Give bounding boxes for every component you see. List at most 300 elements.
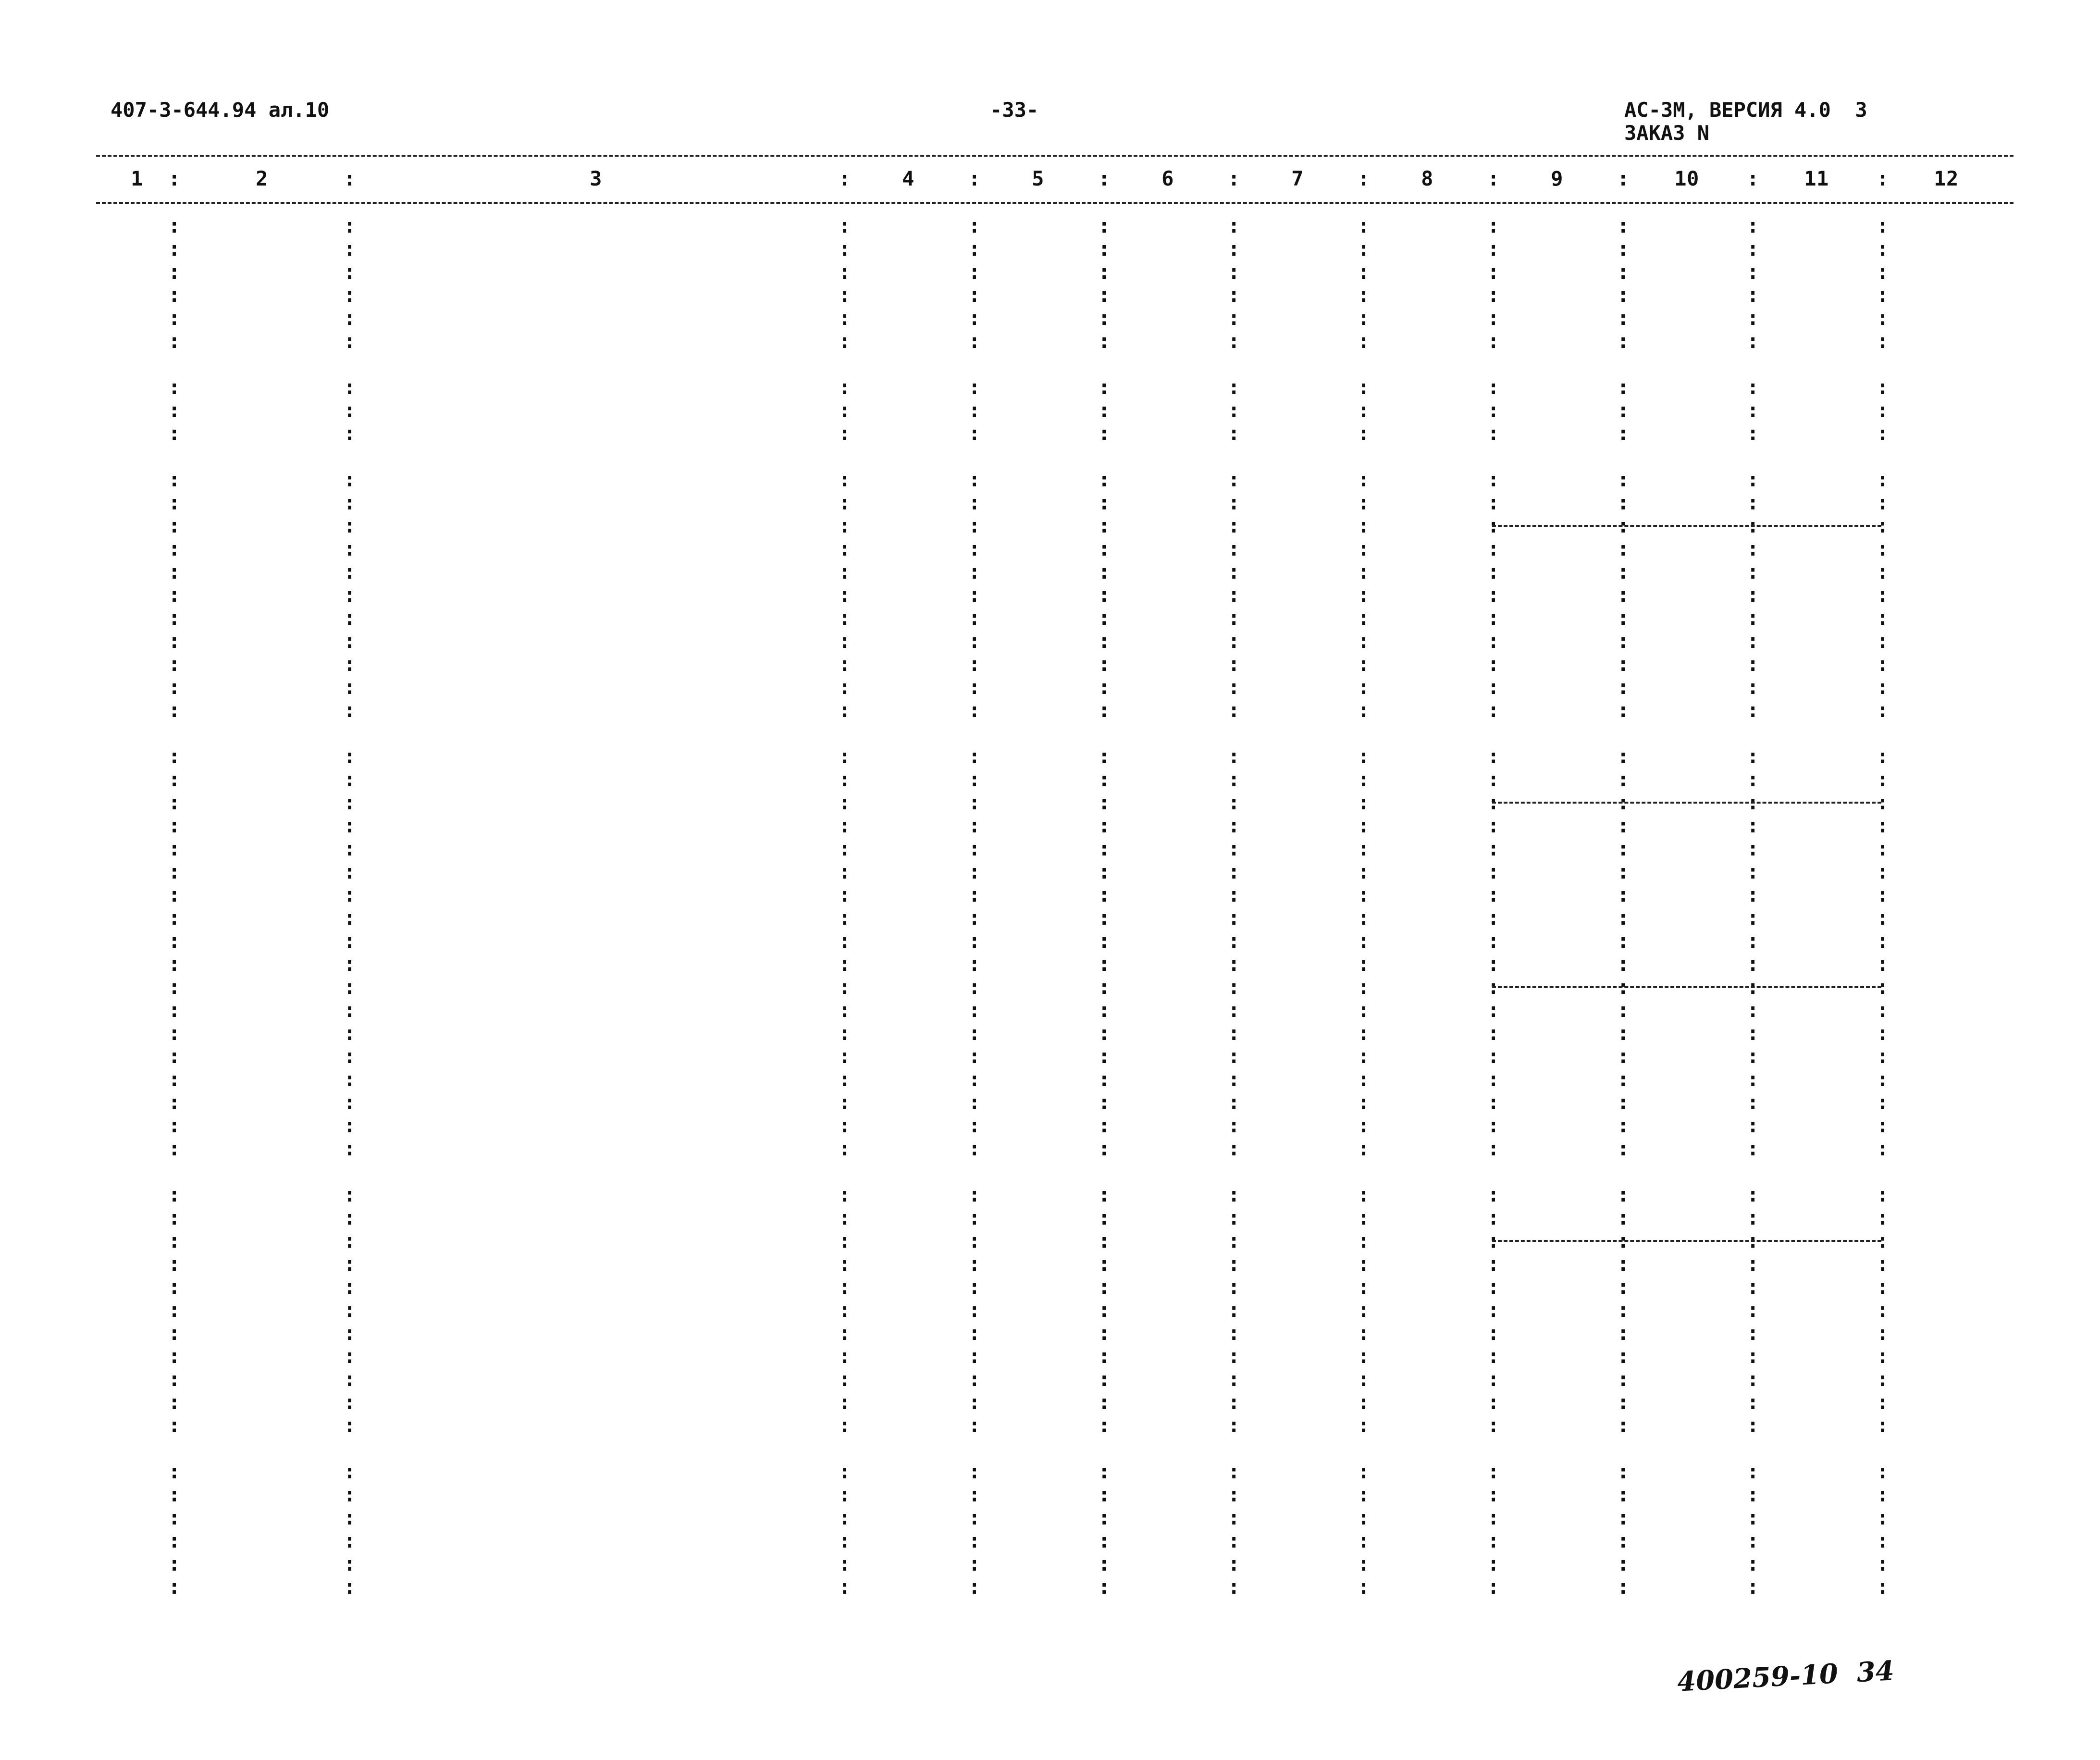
header-separator: : [1098, 167, 1111, 190]
column-separator: : [968, 1021, 981, 1045]
column-11-subvalue [1764, 814, 1874, 837]
row-gap-separator: : [1228, 214, 1240, 237]
column-separator: : [1747, 329, 1759, 353]
column-separator: : [1228, 260, 1240, 284]
column-separator: : [1487, 675, 1500, 699]
work-description [356, 1322, 841, 1345]
column-separator: : [1358, 1252, 1370, 1276]
column-separator: : [1487, 791, 1500, 814]
sub-divider [1492, 802, 1881, 804]
column-separator: : [1617, 1344, 1630, 1368]
column-separator: : [1617, 1021, 1630, 1045]
column-separator: : [839, 398, 851, 422]
column-separator: : [1617, 768, 1630, 791]
row-gap-separator: : [839, 860, 851, 883]
column-separator: : [1487, 1229, 1500, 1252]
row-number [111, 1483, 159, 1506]
row-gap-separator: : [839, 468, 851, 491]
column-separator: : [1098, 698, 1111, 722]
column-separator: : [1228, 1067, 1240, 1091]
row-gap-separator: : [344, 1460, 356, 1483]
total-cost [1245, 399, 1355, 422]
row-gap-separator: : [1228, 744, 1240, 768]
column-10-subvalue [1634, 537, 1744, 560]
row-gap-separator: : [839, 929, 851, 953]
column-separator: : [839, 306, 851, 330]
unit-price [985, 1068, 1096, 1091]
column-separator: : [1228, 514, 1240, 537]
column-separator: : [344, 1206, 356, 1229]
column-separator: : [1358, 1275, 1370, 1299]
row-gap-separator: : [168, 1183, 181, 1206]
row-gap-separator: : [1877, 283, 1889, 307]
column-separator: : [168, 1390, 181, 1414]
row-gap-separator: : [1228, 1183, 1240, 1206]
column-separator: : [1358, 1206, 1370, 1229]
column-separator: : [1358, 814, 1370, 837]
work-description [356, 514, 841, 537]
row-gap-separator: : [1747, 583, 1759, 607]
column-separator: : [1487, 1321, 1500, 1345]
column-separator: : [1617, 1367, 1630, 1391]
rate-code [180, 953, 344, 976]
row-gap-separator: : [1228, 468, 1240, 491]
column-separator: : [1487, 421, 1500, 445]
row-gap-separator: : [344, 860, 356, 883]
column-separator: : [839, 1252, 851, 1276]
column-separator: : [1617, 1206, 1630, 1229]
rate-code [180, 1322, 344, 1345]
column-separator: : [1098, 237, 1111, 260]
column-separator: : [968, 560, 981, 583]
column-separator: : [1617, 1529, 1630, 1552]
column-separator: : [1747, 1390, 1759, 1414]
column-separator: : [344, 1390, 356, 1414]
column-separator: : [1487, 537, 1500, 560]
column-separator: : [1098, 606, 1111, 630]
column-separator: : [1487, 514, 1500, 537]
row-gap-separator: : [1358, 1183, 1370, 1206]
unit-of-measure [750, 1414, 836, 1437]
row-gap-separator: : [1098, 214, 1111, 237]
column-separator: : [168, 329, 181, 353]
column-separator: : [168, 1067, 181, 1091]
column-separator: : [1877, 260, 1889, 284]
column-separator: : [1358, 398, 1370, 422]
work-description [356, 1206, 841, 1229]
row-gap-separator: : [1228, 1298, 1240, 1322]
column-separator: : [1358, 606, 1370, 630]
column-separator: : [1358, 698, 1370, 722]
column-separator: : [1098, 514, 1111, 537]
column-separator: : [1098, 1344, 1111, 1368]
column-separator: : [968, 1114, 981, 1137]
column-separator: : [1358, 906, 1370, 930]
column-separator: : [1617, 883, 1630, 906]
column-separator: : [1098, 1206, 1111, 1229]
row-gap-separator: : [1877, 468, 1889, 491]
unit-price-note [356, 445, 836, 468]
row-gap-separator: : [968, 468, 981, 491]
column-separator: : [168, 675, 181, 699]
column-separator: : [168, 398, 181, 422]
column-separator: : [1358, 837, 1370, 860]
column-separator: : [1228, 1483, 1240, 1506]
column-separator: : [168, 791, 181, 814]
column-separator: : [1617, 1114, 1630, 1137]
column-separator: : [1617, 629, 1630, 653]
column-separator: : [1228, 1390, 1240, 1414]
column-separator: : [1098, 260, 1111, 284]
unit-of-measure [750, 837, 836, 860]
column-separator: : [968, 791, 981, 814]
column-separator: : [1098, 1552, 1111, 1575]
column-separator: : [839, 1114, 851, 1137]
total-cost [1245, 883, 1355, 906]
row-gap-separator: : [839, 375, 851, 399]
column-header-6: 6 [1161, 167, 1174, 190]
column-separator: : [1747, 1413, 1759, 1437]
column-separator: : [344, 1252, 356, 1276]
column-separator: : [1228, 698, 1240, 722]
column-separator: : [839, 1552, 851, 1575]
row-gap-separator: : [1358, 468, 1370, 491]
unit-price [985, 491, 1096, 514]
column-separator: : [1487, 998, 1500, 1022]
column-separator: : [1877, 791, 1889, 814]
row-gap-separator: : [1487, 214, 1500, 237]
column-separator: : [968, 237, 981, 260]
column-separator: : [1487, 837, 1500, 860]
column-separator: : [1877, 1483, 1889, 1506]
total-cost [1245, 1114, 1355, 1137]
column-separator: : [968, 421, 981, 445]
column-separator: : [344, 1344, 356, 1368]
column-separator: : [1358, 1390, 1370, 1414]
row-number [111, 883, 159, 906]
column-separator: : [1228, 1114, 1240, 1137]
row-gap-separator: : [1487, 1091, 1500, 1114]
column-separator: : [1487, 1575, 1500, 1599]
column-separator: : [1747, 237, 1759, 260]
column-separator: : [344, 398, 356, 422]
column-separator: : [968, 837, 981, 860]
row-gap-separator: : [1617, 929, 1630, 953]
column-separator: : [1098, 329, 1111, 353]
column-separator: : [1617, 1506, 1630, 1529]
column-separator: : [1877, 560, 1889, 583]
quantity [855, 607, 966, 630]
quantity [855, 399, 966, 422]
column-separator: : [1228, 421, 1240, 445]
row-gap-separator: : [168, 468, 181, 491]
column-separator: : [344, 1114, 356, 1137]
column-separator: : [1877, 837, 1889, 860]
row-gap-separator: : [1747, 214, 1759, 237]
column-9-subvalue [1504, 1252, 1615, 1276]
column-separator: : [344, 975, 356, 999]
column-separator: : [168, 1321, 181, 1345]
row-gap-separator: : [1747, 929, 1759, 953]
row-gap-separator: : [1617, 375, 1630, 399]
column-separator: : [1617, 837, 1630, 860]
column-9-subvalue [1504, 814, 1615, 837]
row-gap-separator: : [344, 929, 356, 953]
row-gap-separator: : [1358, 1298, 1370, 1322]
column-separator: : [1098, 1483, 1111, 1506]
row-gap-separator: : [344, 468, 356, 491]
column-separator: : [968, 606, 981, 630]
row-gap-separator: : [1617, 214, 1630, 237]
column-separator: : [1098, 883, 1111, 906]
column-separator: : [1098, 1252, 1111, 1276]
column-separator: : [1358, 1575, 1370, 1599]
column-separator: : [1747, 1529, 1759, 1552]
column-separator: : [168, 906, 181, 930]
rate-code [180, 1506, 344, 1529]
rate-code [180, 607, 344, 630]
row-gap-separator: : [1098, 929, 1111, 953]
work-description [356, 1229, 841, 1252]
row-gap-separator: : [1487, 583, 1500, 607]
column-separator: : [839, 837, 851, 860]
sub-divider [1492, 986, 1881, 988]
row-number [111, 399, 159, 422]
column-separator: : [1877, 975, 1889, 999]
column-separator: : [1228, 1252, 1240, 1276]
work-description [356, 1483, 841, 1506]
column-separator: : [1098, 814, 1111, 837]
column-separator: : [1358, 975, 1370, 999]
column-separator: : [344, 491, 356, 514]
column-separator: : [1228, 1344, 1240, 1368]
row-gap-separator: : [1617, 468, 1630, 491]
row-gap-separator: : [344, 583, 356, 607]
column-separator: : [1747, 975, 1759, 999]
column-separator: : [1877, 1321, 1889, 1345]
row-gap-separator: : [1487, 1183, 1500, 1206]
column-separator: : [839, 260, 851, 284]
column-separator: : [344, 1552, 356, 1575]
column-separator: : [1228, 768, 1240, 791]
column-separator: : [168, 1506, 181, 1529]
column-separator: : [968, 1367, 981, 1391]
column-separator: : [1747, 260, 1759, 284]
row-gap-separator: : [168, 583, 181, 607]
column-separator: : [1617, 398, 1630, 422]
total-cost [1245, 1206, 1355, 1229]
handwritten-signature: 400259-10 34 [1676, 1655, 1895, 1698]
row-gap-separator: : [1358, 744, 1370, 768]
column-separator: : [1877, 814, 1889, 837]
column-separator: : [1228, 1506, 1240, 1529]
row-gap-separator: : [968, 283, 981, 307]
column-separator: : [1098, 1506, 1111, 1529]
unit-price [985, 307, 1096, 330]
row-gap-separator: : [1098, 1460, 1111, 1483]
column-separator: : [1487, 1114, 1500, 1137]
column-separator: : [168, 652, 181, 676]
column-separator: : [1358, 1321, 1370, 1345]
column-10-subvalue [1634, 814, 1744, 837]
column-separator: : [1098, 906, 1111, 930]
column-separator: : [968, 1483, 981, 1506]
column-separator: : [1747, 1229, 1759, 1252]
section-heading [423, 722, 1000, 745]
column-separator: : [168, 514, 181, 537]
column-separator: : [1358, 1367, 1370, 1391]
column-separator: : [968, 906, 981, 930]
row-gap-separator: : [344, 1298, 356, 1322]
column-header-3: 3 [590, 167, 602, 190]
column-separator: : [1877, 1114, 1889, 1137]
column-separator: : [839, 1137, 851, 1160]
column-separator: : [1358, 1506, 1370, 1529]
row-gap-separator: : [1228, 375, 1240, 399]
row-gap-separator: : [1228, 1044, 1240, 1068]
column-separator: : [1617, 1413, 1630, 1437]
work-description [356, 537, 841, 560]
column-separator: : [1228, 837, 1240, 860]
column-separator: : [344, 1367, 356, 1391]
column-separator: : [1228, 1529, 1240, 1552]
rate-code [180, 307, 344, 330]
column-separator: : [1487, 698, 1500, 722]
work-description [356, 768, 841, 791]
column-separator: : [1617, 514, 1630, 537]
unit-price [985, 1322, 1096, 1345]
quantity [855, 1114, 966, 1137]
column-separator: : [1877, 1229, 1889, 1252]
header-separator: : [1747, 167, 1759, 190]
column-separator: : [968, 1206, 981, 1229]
row-number [111, 491, 159, 514]
row-number [111, 307, 159, 330]
column-separator: : [1877, 768, 1889, 791]
column-separator: : [168, 1367, 181, 1391]
row-gap-separator: : [1747, 1183, 1759, 1206]
row-gap-separator: : [1098, 744, 1111, 768]
column-separator: : [1098, 421, 1111, 445]
column-separator: : [1358, 675, 1370, 699]
column-separator: : [1747, 491, 1759, 514]
unit-of-measure [750, 399, 836, 422]
column-separator: : [968, 814, 981, 837]
column-separator: : [839, 1506, 851, 1529]
column-separator: : [168, 629, 181, 653]
column-separator: : [1747, 768, 1759, 791]
column-separator: : [1228, 1552, 1240, 1575]
column-separator: : [1747, 952, 1759, 976]
row-gap-separator: : [1228, 860, 1240, 883]
row-gap-separator: : [1358, 929, 1370, 953]
column-separator: : [1487, 1413, 1500, 1437]
column-separator: : [968, 768, 981, 791]
column-8-value [1374, 491, 1485, 514]
row-gap-separator: : [968, 1183, 981, 1206]
row-gap-separator: : [1617, 1183, 1630, 1206]
row-number [111, 1068, 159, 1091]
unit-price [985, 607, 1096, 630]
column-separator: : [1617, 906, 1630, 930]
column-separator: : [1487, 814, 1500, 837]
column-separator: : [1358, 629, 1370, 653]
column-separator: : [1228, 791, 1240, 814]
column-separator: : [1098, 537, 1111, 560]
column-separator: : [968, 1390, 981, 1414]
column-separator: : [344, 652, 356, 676]
column-separator: : [968, 698, 981, 722]
column-separator: : [344, 791, 356, 814]
row-gap-separator: : [344, 1044, 356, 1068]
row-gap-separator: : [1877, 929, 1889, 953]
column-separator: : [1098, 1413, 1111, 1437]
column-separator: : [1617, 698, 1630, 722]
column-separator: : [839, 1275, 851, 1299]
column-9-value [1504, 491, 1615, 514]
row-gap-separator: : [344, 375, 356, 399]
column-separator: : [1617, 1275, 1630, 1299]
column-separator: : [1617, 1321, 1630, 1345]
row-gap-separator: : [1747, 744, 1759, 768]
row-gap-separator: : [1098, 1091, 1111, 1114]
total-cost [1245, 953, 1355, 976]
column-10-subvalue [1634, 1252, 1744, 1276]
column-separator: : [839, 237, 851, 260]
row-gap-separator: : [839, 1044, 851, 1068]
column-separator: : [344, 237, 356, 260]
rate-code [180, 883, 344, 906]
column-separator: : [1358, 537, 1370, 560]
unit-of-measure [750, 260, 836, 284]
column-separator: : [344, 1321, 356, 1345]
quantity [855, 1322, 966, 1345]
column-separator: : [1617, 1137, 1630, 1160]
column-separator: : [968, 652, 981, 676]
column-separator: : [1617, 1552, 1630, 1575]
column-separator: : [1747, 1067, 1759, 1091]
program-version-line: АС-3М, ВЕРСИЯ 4.0 3 [1624, 98, 1867, 122]
column-separator: : [1487, 1275, 1500, 1299]
row-gap-separator: : [1098, 860, 1111, 883]
row-gap-separator: : [344, 744, 356, 768]
row-gap-separator: : [1617, 1298, 1630, 1322]
column-separator: : [1617, 791, 1630, 814]
row-number [111, 768, 159, 791]
unit-price [985, 1206, 1096, 1229]
row-gap-separator: : [968, 1091, 981, 1114]
column-separator: : [1877, 698, 1889, 722]
unit-price [985, 1114, 1096, 1137]
row-gap-separator: : [168, 1460, 181, 1483]
column-separator: : [1747, 837, 1759, 860]
row-number [111, 953, 159, 976]
column-separator: : [1228, 652, 1240, 676]
row-gap-separator: : [968, 375, 981, 399]
column-separator: : [1747, 814, 1759, 837]
column-separator: : [1877, 237, 1889, 260]
column-separator: : [1228, 883, 1240, 906]
row-gap-separator: : [168, 1091, 181, 1114]
column-separator: : [168, 306, 181, 330]
column-separator: : [1358, 1483, 1370, 1506]
row-gap-separator: : [1358, 283, 1370, 307]
column-separator: : [1487, 1367, 1500, 1391]
column-separator: : [1747, 1206, 1759, 1229]
column-separator: : [1487, 329, 1500, 353]
column-separator: : [839, 537, 851, 560]
column-separator: : [1228, 1021, 1240, 1045]
